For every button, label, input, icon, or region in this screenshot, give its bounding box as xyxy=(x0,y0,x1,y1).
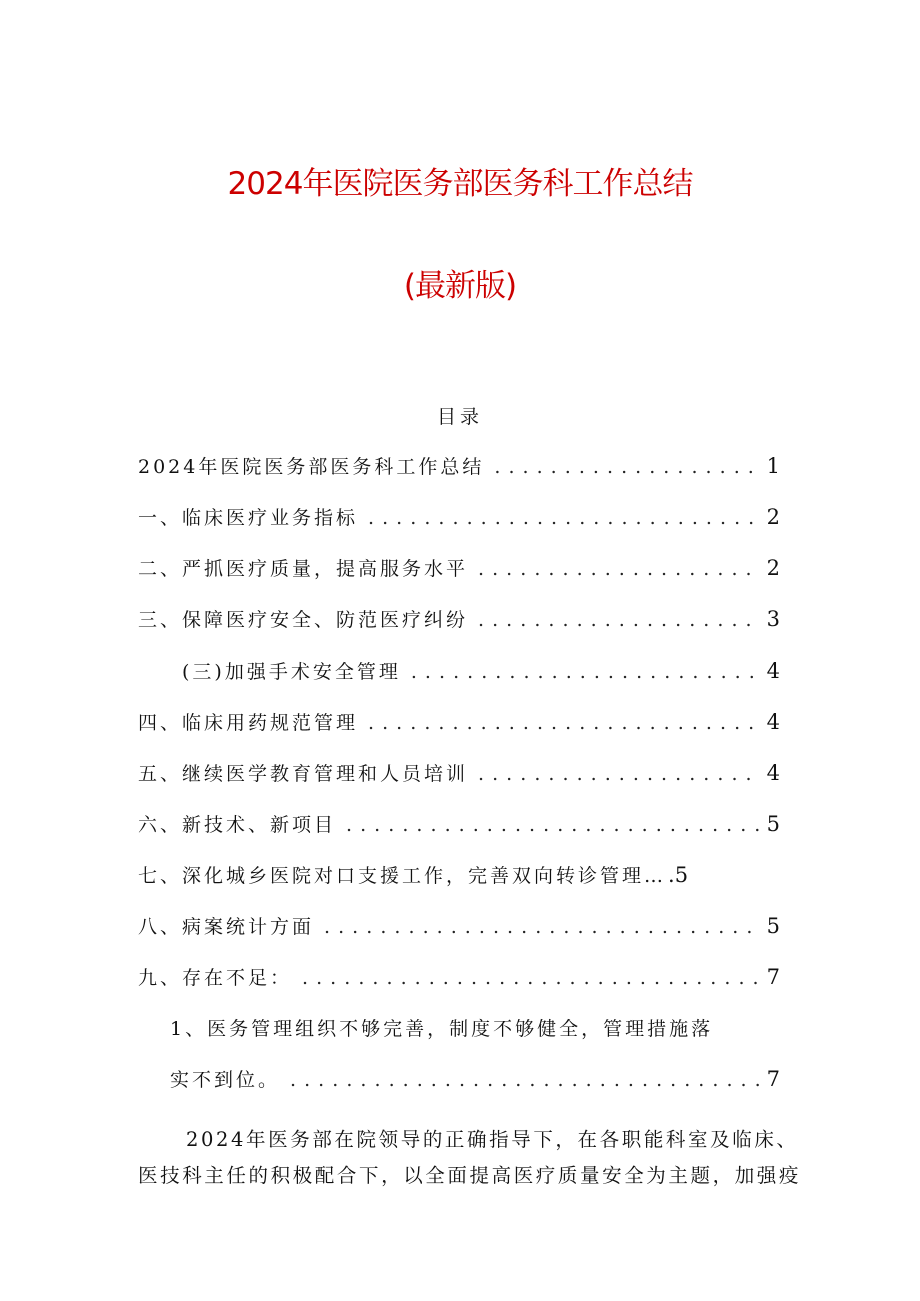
toc-entry-page: 4 xyxy=(766,761,780,785)
toc-entry[interactable] xyxy=(138,810,780,840)
toc-entry[interactable] xyxy=(138,759,780,789)
toc-dot-leader xyxy=(368,507,761,529)
toc-entry[interactable] xyxy=(182,657,780,687)
toc-dot-leader xyxy=(478,763,761,785)
toc-multiline-entry-line1[interactable]: 1、医务管理组织不够完善，制度不够健全，管理措施落 xyxy=(170,1018,714,1040)
toc-entry-page: 4 xyxy=(766,710,780,734)
toc-dot-leader xyxy=(368,712,761,734)
toc-entry-page: .5 xyxy=(668,863,689,887)
toc-entry-page: 2 xyxy=(766,556,780,580)
toc-entry-label: 八、病案统计方面 xyxy=(138,916,315,938)
toc-entry-page: 7 xyxy=(766,965,780,989)
document-title: 2024年医院医务部医务科工作总结 xyxy=(227,166,693,202)
toc-dot-leader xyxy=(411,661,761,683)
toc-entry-label: 实不到位。 xyxy=(170,1069,281,1091)
toc-heading: 目录 xyxy=(436,406,483,428)
toc-entry[interactable] xyxy=(138,861,780,891)
toc-entry-page: 7 xyxy=(766,1067,780,1091)
toc-entry-label: 一、临床医疗业务指标 xyxy=(138,507,359,529)
body-paragraph-line: 医技科主任的积极配合下，以全面提高医疗质量安全为主题，加强疫 xyxy=(138,1164,802,1187)
document-subtitle: (最新版) xyxy=(403,268,517,304)
toc-entry[interactable] xyxy=(138,605,780,635)
toc-entry-label: 2024年医院医务部医务科工作总结 xyxy=(138,456,485,478)
body-paragraph-line: 2024年医务部在院领导的正确指导下，在各职能科室及临床、 xyxy=(186,1128,799,1151)
toc-entry-page: 2 xyxy=(766,505,780,529)
toc-dot-leader xyxy=(478,558,761,580)
toc-dot-leader xyxy=(324,916,761,938)
toc-dot-leader xyxy=(302,967,761,989)
toc-entry-label: 九、存在不足： xyxy=(138,967,293,989)
toc-entry-label: 四、临床用药规范管理 xyxy=(138,712,359,734)
toc-entry[interactable] xyxy=(138,554,780,584)
toc-entry[interactable] xyxy=(138,708,780,738)
toc-entry-label: 五、继续医学教育管理和人员培训 xyxy=(138,763,469,785)
toc-entry[interactable] xyxy=(138,452,780,482)
toc-dot-leader xyxy=(346,814,761,836)
toc-entry[interactable] xyxy=(138,963,780,993)
toc-entry-label: 七、深化城乡医院对口支援工作，完善双向转诊管理… xyxy=(138,865,667,887)
toc-dot-leader xyxy=(290,1069,761,1091)
toc-entry-page: 5 xyxy=(766,914,780,938)
toc-entry[interactable] xyxy=(138,912,780,942)
toc-entry-page: 1 xyxy=(766,454,780,478)
toc-entry-label: 二、严抓医疗质量，提高服务水平 xyxy=(138,558,469,580)
toc-entry-page: 3 xyxy=(766,607,780,631)
toc-entry-page: 4 xyxy=(766,659,780,683)
toc-entry-label: (三)加强手术安全管理 xyxy=(182,661,401,683)
toc-entry[interactable] xyxy=(138,503,780,533)
toc-dot-leader xyxy=(494,456,760,478)
toc-dot-leader xyxy=(478,609,761,631)
toc-entry-label: 六、新技术、新项目 xyxy=(138,814,337,836)
toc-entry-page: 5 xyxy=(766,812,780,836)
toc-entry[interactable] xyxy=(170,1065,780,1095)
toc-entry-label: 三、保障医疗安全、防范医疗纠纷 xyxy=(138,609,469,631)
